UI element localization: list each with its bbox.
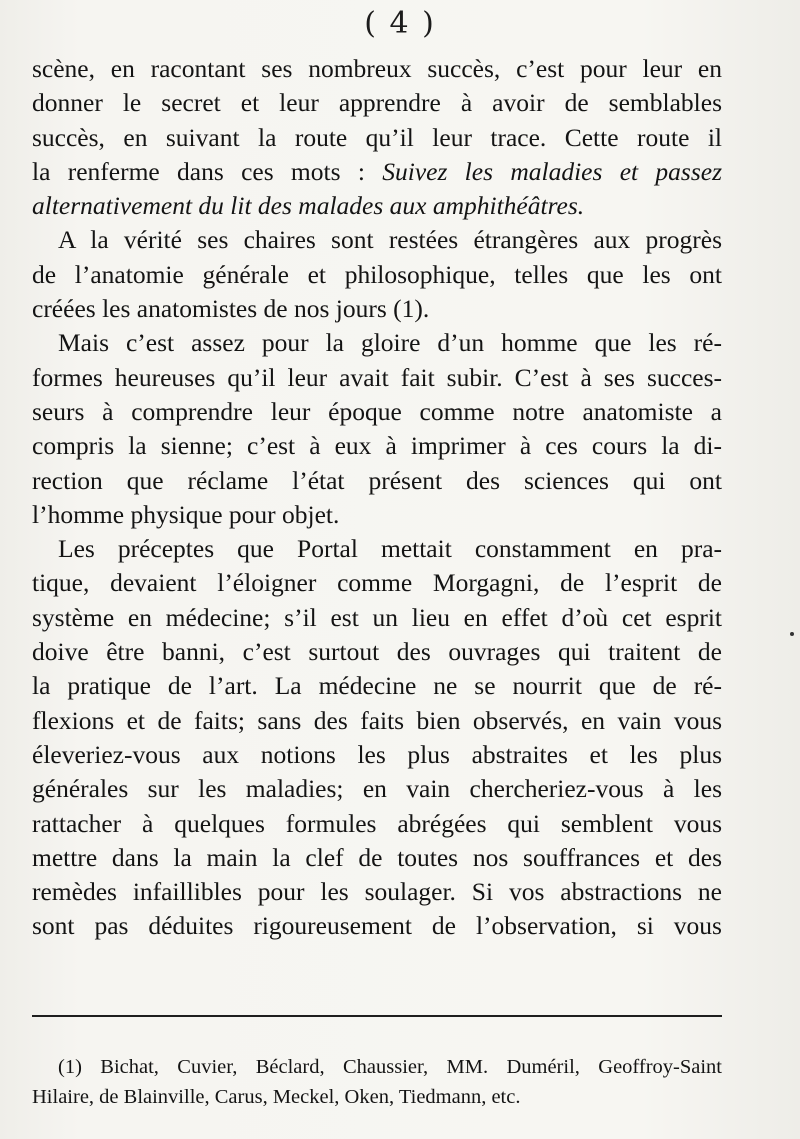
text-line-italic: alternativement du lit des malades aux amphithéâtres.	[32, 191, 585, 221]
text-line: créées les anatomistes de nos jours (1).	[32, 294, 430, 324]
text-line: remèdes infaillibles pour les soulager. Si vos abstractions ne	[32, 877, 722, 907]
text-line: mettre dans la main la clef de toutes nos souffrances et des	[32, 842, 722, 872]
page-number: ( 4 )	[364, 6, 436, 41]
text-normal: la renferme dans ces mots :	[32, 156, 383, 186]
text-line: la pratique de l’art. La médecine ne se nourrit que de ré-	[32, 671, 722, 701]
text-line: Les préceptes que Portal mettait constamment en pra-	[58, 534, 722, 564]
footnote-line: (1) Bichat, Cuvier, Béclard, Chaussier, MM. Duméril, Geoffroy-Saint	[58, 1056, 722, 1078]
paragraph-2	[32, 223, 722, 326]
text-line: donner le secret et leur apprendre à avoir de semblables	[32, 88, 722, 118]
body-text	[32, 52, 722, 944]
text-line	[32, 155, 722, 189]
text-line: A la vérité ses chaires sont restées étrangères aux progrès	[58, 225, 722, 255]
text-line: éleveriez-vous aux notions les plus abstraites et les plus	[32, 739, 722, 769]
paragraph-4	[32, 532, 722, 944]
text-line: formes heureuses qu’il leur avait fait subir. C’est à ses succes-	[32, 362, 722, 392]
text-line: générales sur les maladies; en vain chercheriez-vous à les	[32, 774, 722, 804]
text-line: système en médecine; s’il est un lieu en effet d’où cet esprit	[32, 602, 722, 632]
text-line: doive être banni, c’est surtout des ouvrages qui traitent de	[32, 637, 722, 667]
text-line: compris la sienne; c’est à eux à imprimer à ces cours la di-	[32, 431, 722, 461]
ink-speck	[790, 632, 794, 636]
text-italic: Suivez les maladies et passez	[382, 156, 722, 186]
text-line: l’homme physique pour objet.	[32, 499, 340, 529]
footnote-line: Hilaire, de Blainville, Carus, Meckel, Oken, Tiedmann, etc.	[32, 1086, 521, 1108]
text-line: succès, en suivant la route qu’il leur trace. Cette route il	[32, 122, 722, 152]
text-line: flexions et de faits; sans des faits bien observés, en vain vous	[32, 705, 722, 735]
text-line: sont pas déduites rigoureusement de l’observation, si vous	[32, 911, 722, 941]
text-line: rattacher à quelques formules abrégées qui semblent vous	[32, 808, 722, 838]
footnote	[32, 1052, 722, 1112]
text-line: rection que réclame l’état présent des sciences qui ont	[32, 465, 722, 495]
footnote-divider	[32, 1015, 722, 1017]
text-line: tique, devaient l’éloigner comme Morgagni, de l’esprit de	[32, 568, 722, 598]
text-line: seurs à comprendre leur époque comme notre anatomiste a	[32, 396, 722, 426]
text-line: scène, en racontant ses nombreux succès, c’est pour leur en	[32, 54, 722, 83]
text-line: de l’anatomie générale et philosophique, telles que les ont	[32, 259, 722, 289]
paragraph-1	[32, 52, 722, 223]
text-line: Mais c’est assez pour la gloire d’un homme que les ré-	[58, 328, 722, 358]
paragraph-3	[32, 326, 722, 532]
